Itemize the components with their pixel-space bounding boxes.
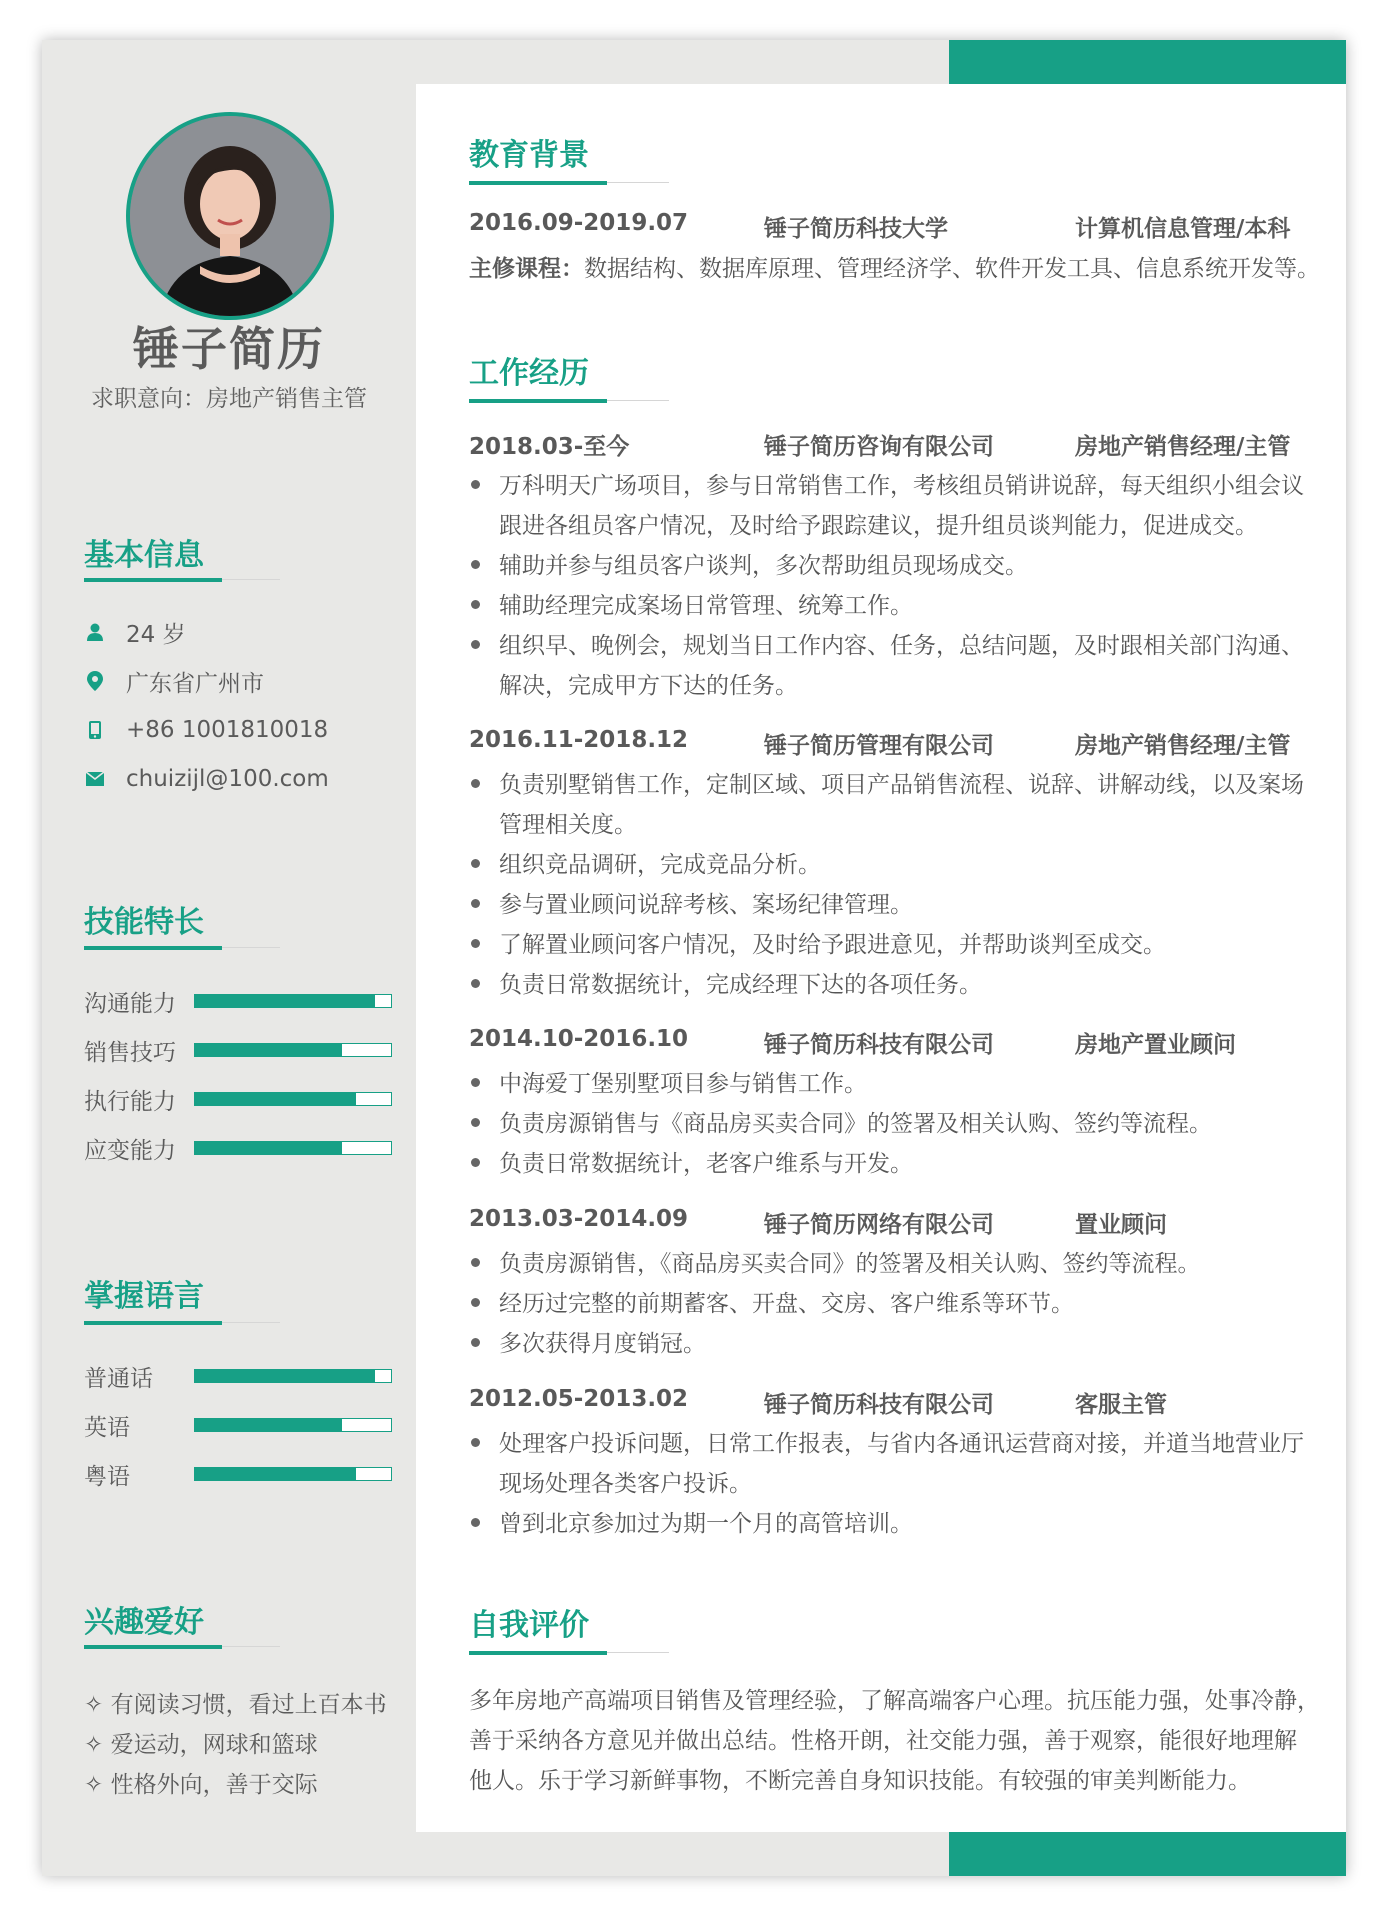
education-school: 锤子简历科技大学 <box>764 216 948 242</box>
bullet-dot <box>471 979 480 988</box>
education-title: 教育背景 <box>469 138 589 173</box>
job-date: 2012.05-2013.02 <box>469 1386 689 1412</box>
job-bullet-line: 组织竞品调研，完成竞品分析。 <box>499 852 821 878</box>
job-date: 2014.10-2016.10 <box>469 1026 689 1052</box>
bullet-dot <box>471 640 480 649</box>
job-bullet-line: 跟进各组员客户情况，及时给予跟踪建议，提升组员谈判能力，促进成交。 <box>499 513 1258 539</box>
skill-bar-fill <box>195 1142 342 1154</box>
language-bar-fill <box>195 1468 356 1480</box>
language-row <box>84 1459 392 1489</box>
job-role: 置业顾问 <box>1075 1212 1167 1238</box>
job-role: 客服主管 <box>1075 1392 1167 1418</box>
info-age <box>84 617 186 647</box>
language-label: 粤语 <box>84 1463 130 1490</box>
bullet-dot <box>471 859 480 868</box>
job-bullet-line: 参与置业顾问说辞考核、案场纪律管理。 <box>499 892 913 918</box>
job-role: 房地产销售经理/主管 <box>1075 733 1291 759</box>
language-label: 普通话 <box>84 1365 153 1392</box>
job-company: 锤子简历管理有限公司 <box>764 733 994 759</box>
bullet-dot <box>471 1438 480 1447</box>
info-age-text: 24 岁 <box>126 621 186 648</box>
self-eval-line: 多年房地产高端项目销售及管理经验，了解高端客户心理。抗压能力强，处事冷静， <box>469 1688 1320 1714</box>
language-label: 英语 <box>84 1414 130 1441</box>
skill-bar <box>194 994 392 1008</box>
language-bar <box>194 1467 392 1481</box>
skill-bar-fill <box>195 1044 342 1056</box>
info-email <box>84 764 329 794</box>
job-date: 2018.03-至今 <box>469 434 630 460</box>
work-underline <box>469 399 607 403</box>
bullet-dot <box>471 1078 480 1087</box>
job-date: 2013.03-2014.09 <box>469 1206 689 1232</box>
avatar <box>126 112 334 320</box>
job-bullet-line: 曾到北京参加过为期一个月的高管培训。 <box>499 1511 913 1537</box>
job-bullet-line: 现场处理各类客户投诉。 <box>499 1471 752 1497</box>
job-bullet-line: 经历过完整的前期蓄客、开盘、交房、客户维系等环节。 <box>499 1291 1074 1317</box>
language-bar-fill <box>195 1419 342 1431</box>
education-underline-ext <box>607 182 669 183</box>
self-eval-line: 善于采纳各方意见并做出总结。性格开朗，社交能力强，善于观察，能很好地理解 <box>469 1728 1297 1754</box>
job-role: 房地产置业顾问 <box>1075 1032 1236 1058</box>
bullet-dot <box>471 1338 480 1347</box>
education-courses <box>469 250 1320 283</box>
hobbies-title: 兴趣爱好 <box>84 1605 204 1640</box>
languages-title: 掌握语言 <box>84 1279 204 1314</box>
basic-info-underline <box>84 578 222 582</box>
job-bullet-line: 辅助并参与组员客户谈判，多次帮助组员现场成交。 <box>499 553 1028 579</box>
person-portrait-icon <box>130 116 330 316</box>
job-bullet-line: 中海爱丁堡别墅项目参与销售工作。 <box>499 1071 867 1097</box>
skill-bar-fill <box>195 1093 356 1105</box>
self-eval-underline-ext <box>607 1652 669 1653</box>
candidate-name: 锤子简历 <box>133 322 325 376</box>
skill-bar <box>194 1141 392 1155</box>
bullet-dot <box>471 480 480 489</box>
skill-label: 执行能力 <box>84 1088 176 1115</box>
job-bullet-line: 组织早、晚例会，规划当日工作内容、任务，总结问题，及时跟相关部门沟通、 <box>499 633 1304 659</box>
bullet-dot <box>471 1518 480 1527</box>
skill-row <box>84 1035 392 1065</box>
language-bar <box>194 1369 392 1383</box>
job-company: 锤子简历科技有限公司 <box>764 1392 994 1418</box>
basic-info-underline-ext <box>222 579 280 580</box>
info-location <box>84 666 264 696</box>
self-eval-underline <box>469 1651 607 1655</box>
location-pin-icon <box>84 670 106 692</box>
job-bullet-line: 负责日常数据统计，完成经理下达的各项任务。 <box>499 972 982 998</box>
job-company: 锤子简历网络有限公司 <box>764 1212 994 1238</box>
skill-row <box>84 1084 392 1114</box>
work-underline-ext <box>607 400 669 401</box>
skills-underline-ext <box>222 947 280 948</box>
education-major: 计算机信息管理/本科 <box>1075 216 1291 242</box>
info-phone <box>84 715 328 745</box>
skills-title: 技能特长 <box>84 905 204 940</box>
work-title: 工作经历 <box>469 356 589 391</box>
skill-label: 销售技巧 <box>84 1039 176 1066</box>
skill-label: 应变能力 <box>84 1137 176 1164</box>
hobbies-underline <box>84 1645 222 1649</box>
bullet-dot <box>471 899 480 908</box>
courses-label: 主修课程： <box>469 256 584 282</box>
bullet-dot <box>471 1158 480 1167</box>
person-icon <box>84 621 106 643</box>
hobbies-underline-ext <box>222 1646 280 1647</box>
phone-icon <box>84 719 106 741</box>
mail-icon <box>84 768 106 790</box>
job-role: 房地产销售经理/主管 <box>1075 434 1291 460</box>
languages-underline <box>84 1321 222 1325</box>
skills-underline <box>84 946 222 950</box>
language-row <box>84 1410 392 1440</box>
bullet-dot <box>471 1118 480 1127</box>
bullet-dot <box>471 939 480 948</box>
top-accent-bar <box>949 40 1346 84</box>
languages-underline-ext <box>222 1322 280 1323</box>
job-bullet-line: 负责房源销售，《商品房买卖合同》的签署及相关认购、签约等流程。 <box>499 1251 1201 1277</box>
bullet-dot <box>471 1298 480 1307</box>
job-bullet-line: 负责日常数据统计，老客户维系与开发。 <box>499 1151 913 1177</box>
job-bullet-line: 管理相关度。 <box>499 812 637 838</box>
info-email-text: chuizijl@100.com <box>126 766 329 792</box>
skill-bar <box>194 1043 392 1057</box>
info-location-text: 广东省广州市 <box>126 670 264 697</box>
basic-info-title: 基本信息 <box>84 538 204 573</box>
job-company: 锤子简历咨询有限公司 <box>764 434 994 460</box>
courses-text: 数据结构、数据库原理、管理经济学、软件开发工具、信息系统开发等。 <box>584 256 1320 282</box>
job-date: 2016.11-2018.12 <box>469 727 689 753</box>
self-eval-title: 自我评价 <box>469 1608 589 1643</box>
language-bar <box>194 1418 392 1432</box>
language-bar-fill <box>195 1370 375 1382</box>
hobby-item: ✧ 有阅读习惯，看过上百本书 <box>84 1692 387 1718</box>
job-bullet-line: 万科明天广场项目，参与日常销售工作，考核组员销讲说辞，每天组织小组会议 <box>499 473 1304 499</box>
job-intent: 求职意向：房地产销售主管 <box>91 386 367 412</box>
job-bullet-line: 处理客户投诉问题，日常工作报表，与省内各通讯运营商对接，并道当地营业厅 <box>499 1431 1304 1457</box>
bullet-dot <box>471 560 480 569</box>
job-bullet-line: 负责房源销售与《商品房买卖合同》的签署及相关认购、签约等流程。 <box>499 1111 1212 1137</box>
skill-bar-fill <box>195 995 375 1007</box>
job-bullet-line: 辅助经理完成案场日常管理、统筹工作。 <box>499 593 913 619</box>
info-phone-text: +86 1001810018 <box>126 717 329 743</box>
language-row <box>84 1361 392 1391</box>
hobby-item: ✧ 爱运动，网球和篮球 <box>84 1732 318 1758</box>
job-bullet-line: 了解置业顾问客户情况，及时给予跟进意见，并帮助谈判至成交。 <box>499 932 1166 958</box>
skill-bar <box>194 1092 392 1106</box>
self-eval-line: 他人。乐于学习新鲜事物，不断完善自身知识技能。有较强的审美判断能力。 <box>469 1768 1251 1794</box>
bottom-accent-bar <box>949 1832 1346 1876</box>
education-date: 2016.09-2019.07 <box>469 210 689 236</box>
skill-row <box>84 986 392 1016</box>
bullet-dot <box>471 779 480 788</box>
job-bullet-line: 负责别墅销售工作，定制区域、项目产品销售流程、说辞、讲解动线，以及案场 <box>499 772 1304 798</box>
skill-row <box>84 1133 392 1163</box>
bullet-dot <box>471 600 480 609</box>
education-underline <box>469 181 607 185</box>
job-bullet-line: 解决，完成甲方下达的任务。 <box>499 673 798 699</box>
hobby-item: ✧ 性格外向，善于交际 <box>84 1772 318 1798</box>
job-bullet-line: 多次获得月度销冠。 <box>499 1331 706 1357</box>
job-company: 锤子简历科技有限公司 <box>764 1032 994 1058</box>
skill-label: 沟通能力 <box>84 990 176 1017</box>
bullet-dot <box>471 1258 480 1267</box>
